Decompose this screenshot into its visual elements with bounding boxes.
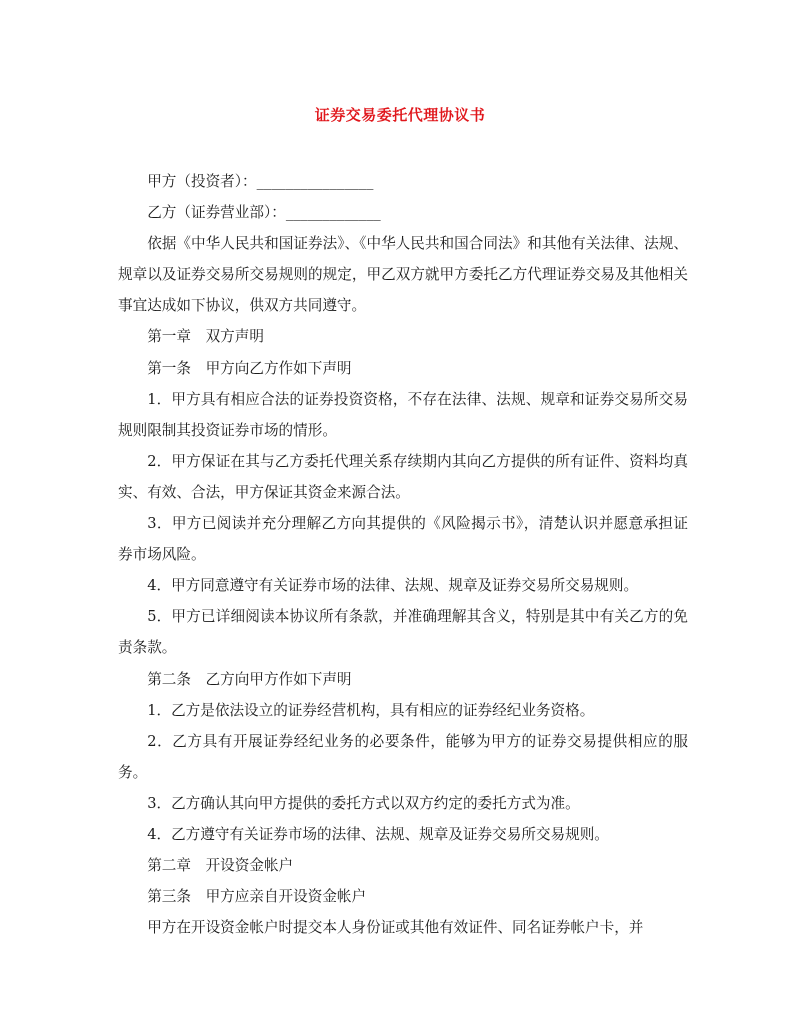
article-1-item-4: 4．甲方同意遵守有关证券市场的法律、法规、规章及证券交易所交易规则。 [147,577,639,595]
chapter-1-heading: 第一章 双方声明 [147,328,264,346]
article-1-item-1: 1．甲方具有相应合法的证券投资资格，不存在法律、法规、规章和证券交易所交易规则限制其投资证券市场的情形。 [118,390,688,439]
document-title: 证券交易委托代理协议书 [314,106,486,124]
article-2-item-4: 4．乙方遵守有关证券市场的法律、法规、规章及证券交易所交易规则。 [147,825,609,843]
party-b-line: 乙方（证券营业部）：_____________ [147,204,381,222]
chapter-2-heading: 第二章 开设资金帐户 [147,857,294,875]
article-2-item-2: 2．乙方具有开展证券经纪业务的必要条件，能够为甲方的证券交易提供相应的服务。 [118,732,688,781]
article-2-item-1: 1．乙方是依法设立的证券经营机构，具有相应的证券经纪业务资格。 [147,701,595,719]
article-1-heading: 第一条 甲方向乙方作如下声明 [147,359,352,377]
article-3-heading: 第三条 甲方应亲自开设资金帐户 [147,888,367,906]
article-3-text: 甲方在开设资金帐户时提交本人身份证或其他有效证件、同名证券帐户卡，并 [147,919,644,937]
article-1-item-5: 5．甲方已详细阅读本协议所有条款，并准确理解其含义，特别是其中有关乙方的免责条款。 [118,608,688,657]
document-body [118,166,688,943]
party-a-line: 甲方（投资者）：________________ [147,173,374,190]
article-1-item-3: 3．甲方已阅读并充分理解乙方向其提供的《风险揭示书》，清楚认识并愿意承担证券市场风险。 [118,515,688,564]
article-1-item-2: 2．甲方保证在其与乙方委托代理关系存续期内其向乙方提供的所有证件、资料均真实、有效、合法，甲方保证其资金来源合法。 [118,452,688,501]
article-2-heading: 第二条 乙方向甲方作如下声明 [147,670,352,688]
article-2-item-3: 3．乙方确认其向甲方提供的委托方式以双方约定的委托方式为准。 [147,794,580,812]
preamble-paragraph: 依据《中华人民共和国证券法》、《中华人民共和国合同法》和其他有关法律、法规、规章以及证券交易所交易规则的规定，甲乙双方就甲方委托乙方代理证券交易及其他相关事宜达成如下协议，供双方共同遵守。 [118,235,688,315]
